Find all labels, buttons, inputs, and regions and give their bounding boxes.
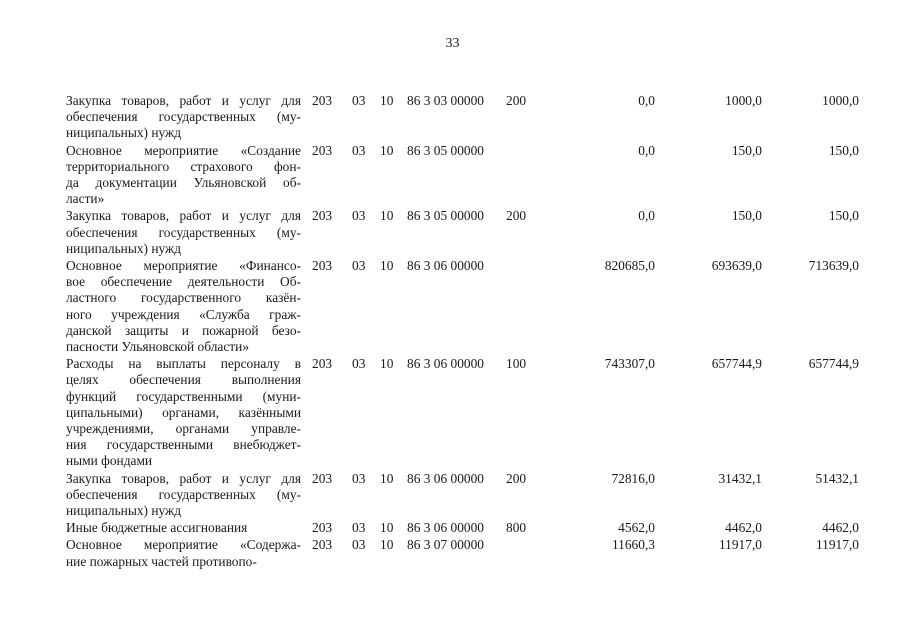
amount-year-1: 743307,0 — [604, 356, 655, 372]
expense-name-line: ластного государственного казён- — [66, 290, 301, 306]
expense-name-line: Иные бюджетные ассигнования — [66, 520, 248, 536]
razdel-code: 203 — [312, 356, 333, 372]
amount-year-1: 11660,3 — [611, 537, 655, 553]
target-article-code: 86 3 07 00000 — [407, 537, 484, 553]
amount-year-1: 0,0 — [638, 93, 655, 108]
amount-year-3: 11917,0 — [815, 537, 859, 553]
expense-name — [66, 355, 301, 469]
razdel-code: 203 — [312, 537, 333, 553]
expense-name — [66, 207, 301, 257]
target-article-code: 86 3 06 00000 — [407, 258, 484, 274]
expense-name-line: вое обеспечение деятельности Об- — [66, 274, 301, 290]
amount-year-3: 150,0 — [828, 208, 859, 224]
expense-name-line: ными фондами — [66, 453, 153, 469]
amount-year-2: 693639,0 — [711, 258, 762, 274]
expense-name — [66, 257, 301, 355]
amount-year-2: 1000,0 — [725, 93, 762, 108]
expense-name-line: пасности Ульяновской области» — [66, 339, 250, 355]
expense-type-code: 200 — [506, 470, 527, 486]
expense-name — [66, 92, 301, 142]
expense-name-line: Основное мероприятие «Финансо- — [66, 258, 301, 274]
expense-name-line: целях обеспечения выполнения — [66, 372, 301, 388]
target-article-code: 86 3 06 00000 — [407, 356, 484, 372]
podrazdel-code: 03 — [352, 258, 366, 274]
expense-name-line: ного учреждения «Служба граж- — [66, 306, 301, 322]
amount-year-3: 1000,0 — [822, 93, 859, 108]
expense-type-code: 100 — [506, 356, 527, 372]
expense-type-code — [506, 536, 543, 569]
target-article-code: 86 3 06 00000 — [407, 520, 484, 536]
table-row — [66, 257, 859, 355]
amount-year-1: 0,0 — [638, 142, 655, 158]
razdel-code: 203 — [312, 470, 333, 486]
amount-year-3: 150,0 — [828, 142, 859, 158]
amount-year-3: 713639,0 — [808, 258, 859, 274]
expense-name-line: ниципальных) нужд — [66, 240, 182, 256]
podrazdel-code: 03 — [352, 93, 366, 108]
amount-year-2: 31432,1 — [718, 470, 762, 486]
expense-name-line: обеспечения государственных (му- — [66, 109, 301, 125]
table-row — [66, 142, 859, 208]
podrazdel-code: 03 — [352, 356, 366, 372]
podrazdel-code: 03 — [352, 537, 366, 553]
amount-year-1: 72816,0 — [611, 470, 655, 486]
razdel-code: 203 — [312, 258, 333, 274]
expense-name-line: Основное мероприятие «Создание — [66, 142, 301, 158]
amount-year-2: 4462,0 — [725, 520, 762, 536]
razdel-code: 203 — [312, 520, 333, 536]
expense-name — [66, 536, 301, 569]
amount-year-1: 820685,0 — [604, 258, 655, 274]
amount-year-1: 4562,0 — [618, 520, 655, 536]
program-code: 10 — [380, 356, 394, 372]
table-row — [66, 470, 859, 520]
program-code: 10 — [380, 142, 394, 158]
amount-year-3: 657744,9 — [808, 356, 859, 372]
expense-name-line: территориального страхового фон- — [66, 158, 301, 174]
table-row — [66, 519, 859, 536]
expense-name-line: ния государственными внебюджет- — [66, 437, 301, 453]
expense-name — [66, 470, 301, 520]
program-code: 10 — [380, 93, 394, 108]
razdel-code: 203 — [312, 208, 333, 224]
podrazdel-code: 03 — [352, 520, 366, 536]
expense-name-line: ние пожарных частей противопо- — [66, 553, 257, 569]
expense-name-line: ласти» — [66, 191, 105, 207]
budget-table — [66, 92, 859, 570]
expense-name-line: ципальными) органами, казёнными — [66, 404, 301, 420]
expense-name-line: ниципальных) нужд — [66, 125, 182, 141]
program-code: 10 — [380, 537, 394, 553]
podrazdel-code: 03 — [352, 142, 366, 158]
target-article-code: 86 3 03 00000 — [407, 93, 484, 108]
podrazdel-code: 03 — [352, 470, 366, 486]
target-article-code: 86 3 05 00000 — [407, 208, 484, 224]
budget-table-body — [66, 92, 859, 570]
expense-name-line: Закупка товаров, работ и услуг для — [66, 93, 301, 108]
amount-year-2: 150,0 — [731, 142, 762, 158]
expense-name — [66, 142, 301, 208]
expense-name-line: Основное мероприятие «Содержа- — [66, 537, 301, 553]
expense-name-line: Закупка товаров, работ и услуг для — [66, 470, 301, 486]
expense-name-line: данской защиты и пожарной безо- — [66, 322, 301, 338]
table-row — [66, 207, 859, 257]
amount-year-1: 0,0 — [638, 208, 655, 224]
expense-name-line: учреждениями, органами управле- — [66, 421, 301, 437]
amount-year-2: 657744,9 — [711, 356, 762, 372]
expense-name-line: функций государственными (муни- — [66, 388, 301, 404]
amount-year-3: 51432,1 — [815, 470, 859, 486]
program-code: 10 — [380, 520, 394, 536]
expense-type-code: 200 — [506, 93, 527, 108]
expense-name-line: Закупка товаров, работ и услуг для — [66, 208, 301, 224]
expense-type-code — [506, 257, 543, 355]
table-row — [66, 92, 859, 142]
program-code: 10 — [380, 258, 394, 274]
expense-name-line: обеспечения государственных (му- — [66, 224, 301, 240]
amount-year-3: 4462,0 — [822, 520, 859, 536]
podrazdel-code: 03 — [352, 208, 366, 224]
expense-name — [66, 519, 301, 536]
table-row — [66, 536, 859, 569]
target-article-code: 86 3 05 00000 — [407, 142, 484, 158]
expense-type-code: 800 — [506, 520, 527, 536]
target-article-code: 86 3 06 00000 — [407, 470, 484, 486]
expense-name-line: обеспечения государственных (му- — [66, 486, 301, 502]
expense-name-line: ниципальных) нужд — [66, 503, 182, 519]
expense-name-line: да документации Ульяновской об- — [66, 175, 301, 191]
page-number: 33 — [445, 36, 460, 51]
amount-year-2: 150,0 — [731, 208, 762, 224]
expense-type-code: 200 — [506, 208, 527, 224]
program-code: 10 — [380, 208, 394, 224]
amount-year-2: 11917,0 — [718, 537, 762, 553]
razdel-code: 203 — [312, 142, 333, 158]
razdel-code: 203 — [312, 93, 333, 108]
expense-type-code — [506, 142, 543, 208]
program-code: 10 — [380, 470, 394, 486]
table-row — [66, 355, 859, 469]
expense-name-line: Расходы на выплаты персоналу в — [66, 356, 301, 372]
